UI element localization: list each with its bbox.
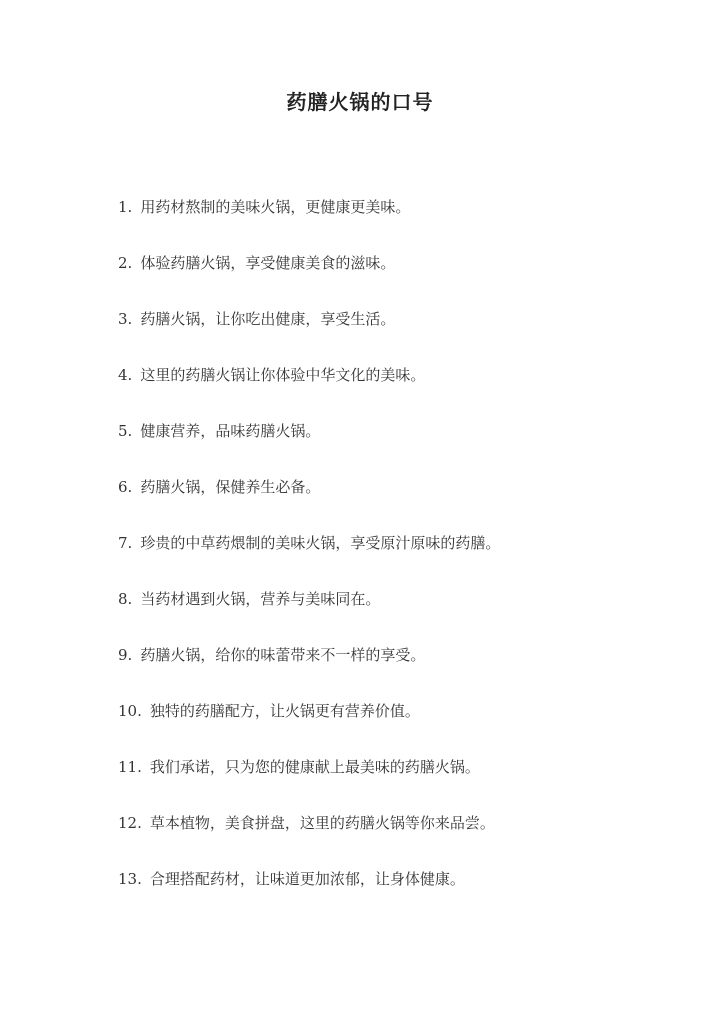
slogan-item bbox=[118, 584, 500, 640]
slogan-list bbox=[118, 192, 500, 920]
document-title: 药膳火锅的口号 bbox=[286, 90, 434, 114]
slogan-text: 药膳火锅，让你吃出健康，享受生活。 bbox=[140, 310, 396, 328]
slogan-item bbox=[118, 640, 500, 696]
slogan-number: 8. bbox=[118, 590, 133, 608]
slogan-item bbox=[118, 416, 500, 472]
slogan-item bbox=[118, 528, 500, 584]
slogan-item bbox=[118, 192, 500, 248]
slogan-item bbox=[118, 752, 500, 808]
slogan-text: 当药材遇到火锅，营养与美味同在。 bbox=[140, 590, 381, 608]
slogan-item bbox=[118, 696, 500, 752]
slogan-number: 1. bbox=[118, 198, 133, 216]
slogan-number: 4. bbox=[118, 366, 133, 384]
slogan-item bbox=[118, 248, 500, 304]
slogan-text: 我们承诺，只为您的健康献上最美味的药膳火锅。 bbox=[149, 758, 480, 776]
slogan-text: 这里的药膳火锅让你体验中华文化的美味。 bbox=[140, 366, 426, 384]
slogan-number: 5. bbox=[118, 422, 133, 440]
slogan-text: 用药材熬制的美味火锅，更健康更美味。 bbox=[140, 198, 411, 216]
slogan-number: 11. bbox=[118, 758, 142, 776]
slogan-text: 健康营养，品味药膳火锅。 bbox=[140, 422, 321, 440]
slogan-number: 3. bbox=[118, 310, 133, 328]
slogan-number: 13. bbox=[118, 870, 142, 888]
slogan-item bbox=[118, 808, 500, 864]
slogan-item bbox=[118, 360, 500, 416]
slogan-number: 7. bbox=[118, 534, 133, 552]
slogan-text: 合理搭配药材，让味道更加浓郁，让身体健康。 bbox=[149, 870, 465, 888]
slogan-item bbox=[118, 472, 500, 528]
slogan-number: 10. bbox=[118, 702, 142, 720]
slogan-number: 6. bbox=[118, 478, 133, 496]
slogan-number: 9. bbox=[118, 646, 133, 664]
slogan-number: 2. bbox=[118, 254, 133, 272]
slogan-text: 体验药膳火锅，享受健康美食的滋味。 bbox=[140, 254, 396, 272]
slogan-text: 药膳火锅，给你的味蕾带来不一样的享受。 bbox=[140, 646, 426, 664]
slogan-text: 药膳火锅，保健养生必备。 bbox=[140, 478, 321, 496]
slogan-text: 珍贵的中草药煨制的美味火锅，享受原汁原味的药膳。 bbox=[140, 534, 501, 552]
slogan-number: 12. bbox=[118, 814, 142, 832]
slogan-item bbox=[118, 864, 500, 920]
slogan-text: 草本植物，美食拼盘，这里的药膳火锅等你来品尝。 bbox=[149, 814, 495, 832]
slogan-text: 独特的药膳配方，让火锅更有营养价值。 bbox=[149, 702, 420, 720]
slogan-item bbox=[118, 304, 500, 360]
